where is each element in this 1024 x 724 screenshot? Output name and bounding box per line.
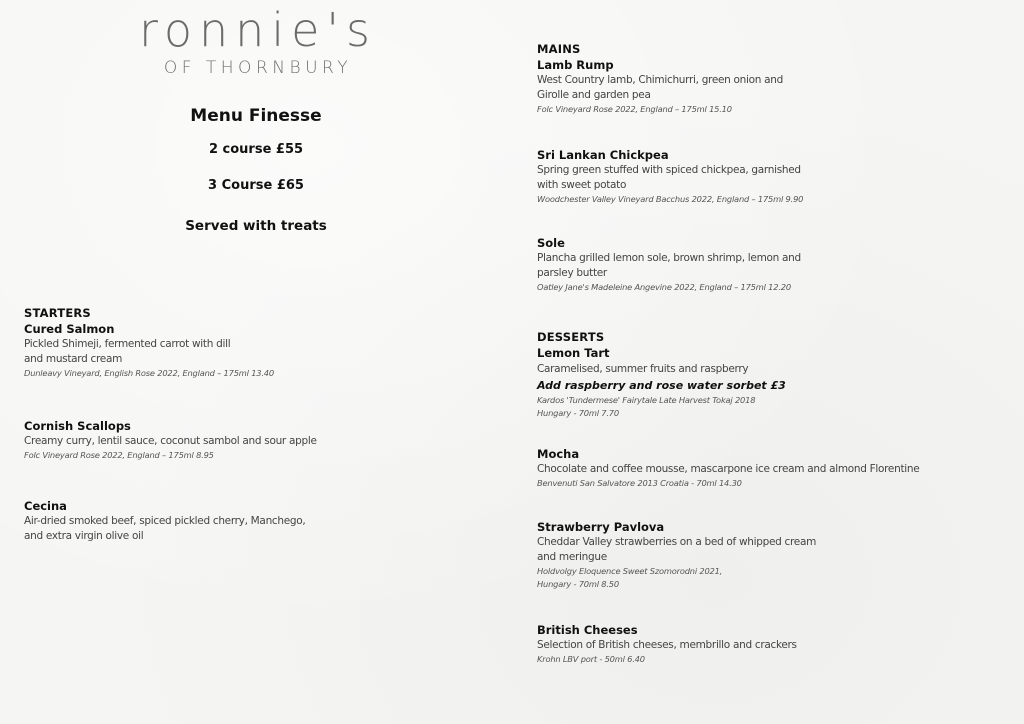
dish-description: Cheddar Valley strawberries on a bed of whipped cream bbox=[537, 536, 817, 548]
dish-description: and mustard cream bbox=[24, 353, 123, 365]
dish-description: Girolle and garden pea bbox=[537, 89, 651, 101]
section-heading-desserts: DESSERTS bbox=[537, 330, 605, 344]
dish-mocha bbox=[537, 446, 937, 490]
dish-name: Sri Lankan Chickpea bbox=[537, 148, 669, 162]
menu-title: Menu Finesse bbox=[190, 106, 322, 126]
wine-pairing: Woodchester Valley Vineyard Bacchus 2022, England – 175ml 9.90 bbox=[537, 194, 804, 204]
wine-pairing: Hungary - 70ml 7.70 bbox=[537, 408, 619, 418]
dish-name: Cornish Scallops bbox=[24, 419, 131, 433]
dish-description: West Country lamb, Chimichurri, green onion and bbox=[537, 74, 784, 86]
wine-pairing: Krohn LBV port - 50ml 6.40 bbox=[537, 654, 645, 664]
mains-section bbox=[537, 42, 877, 116]
wine-pairing: Folc Vineyard Rose 2022, England – 175ml 8.95 bbox=[24, 450, 214, 460]
dish-name: British Cheeses bbox=[537, 623, 638, 637]
price-three-course: 3 Course £65 bbox=[208, 178, 304, 193]
dish-sri-lankan-chickpea bbox=[537, 147, 877, 206]
dish-description: Selection of British cheeses, membrillo and crackers bbox=[537, 639, 797, 651]
dish-description: Caramelised, summer fruits and raspberry bbox=[537, 363, 749, 375]
served-with-note: Served with treats bbox=[185, 218, 327, 234]
dish-lamb-rump bbox=[537, 57, 877, 116]
wine-pairing: Holdvolgy Eloquence Sweet Szomorodni 2021, bbox=[537, 566, 723, 576]
wine-pairing: Hungary - 70ml 8.50 bbox=[537, 579, 619, 589]
dish-name: Strawberry Pavlova bbox=[537, 520, 665, 534]
dish-sole bbox=[537, 235, 877, 294]
dish-cornish-scallops bbox=[24, 418, 344, 462]
dish-lemon-tart bbox=[537, 345, 917, 420]
dish-british-cheeses bbox=[537, 622, 917, 666]
section-heading-starters: STARTERS bbox=[24, 306, 91, 320]
menu-intro bbox=[150, 104, 362, 234]
dish-name: Lamb Rump bbox=[537, 58, 614, 72]
dish-name: Cured Salmon bbox=[24, 322, 115, 336]
logo-wordmark: ronnie's bbox=[138, 3, 378, 57]
price-two-course: 2 course £55 bbox=[208, 142, 304, 157]
restaurant-logo bbox=[138, 4, 378, 78]
dish-name: Lemon Tart bbox=[537, 346, 610, 360]
dish-description: Air-dried smoked beef, spiced pickled cherry, Manchego, bbox=[24, 515, 306, 527]
dish-description: Creamy curry, lentil sauce, coconut sambol and sour apple bbox=[24, 435, 317, 447]
wine-pairing: Oatley Jane's Madeleine Angevine 2022, England – 175ml 12.20 bbox=[537, 282, 791, 292]
dish-cured-salmon bbox=[24, 321, 344, 380]
desserts-section bbox=[537, 330, 917, 420]
section-heading-mains: MAINS bbox=[537, 42, 581, 56]
dish-description: Chocolate and coffee mousse, mascarpone ice cream and almond Florentine bbox=[537, 463, 920, 475]
dish-description: Plancha grilled lemon sole, brown shrimp, lemon and bbox=[537, 252, 801, 264]
dish-cecina bbox=[24, 498, 344, 544]
dish-addon: Add raspberry and rose water sorbet £3 bbox=[537, 379, 786, 392]
dish-name: Cecina bbox=[24, 499, 67, 513]
dish-name: Mocha bbox=[537, 447, 580, 461]
wine-pairing: Kardos 'Tundermese' Fairytale Late Harvest Tokaj 2018 bbox=[537, 395, 756, 405]
dish-name: Sole bbox=[537, 236, 565, 250]
dish-description: and extra virgin olive oil bbox=[24, 530, 144, 542]
wine-pairing: Benvenuti San Salvatore 2013 Croatia - 70ml 14.30 bbox=[537, 478, 742, 488]
dish-description: parsley butter bbox=[537, 267, 607, 279]
starters-section bbox=[24, 306, 344, 380]
wine-pairing: Dunleavy Vineyard, English Rose 2022, England – 175ml 13.40 bbox=[24, 368, 274, 378]
wine-pairing: Folc Vineyard Rose 2022, England – 175ml 15.10 bbox=[537, 104, 732, 114]
logo-subtitle: OF THORNBURY bbox=[163, 58, 353, 78]
dish-description: and meringue bbox=[537, 551, 607, 563]
dish-description: with sweet potato bbox=[537, 179, 627, 191]
dish-strawberry-pavlova bbox=[537, 519, 917, 591]
dish-description: Pickled Shimeji, fermented carrot with dill bbox=[24, 338, 231, 350]
dish-description: Spring green stuffed with spiced chickpea, garnished bbox=[537, 164, 801, 176]
